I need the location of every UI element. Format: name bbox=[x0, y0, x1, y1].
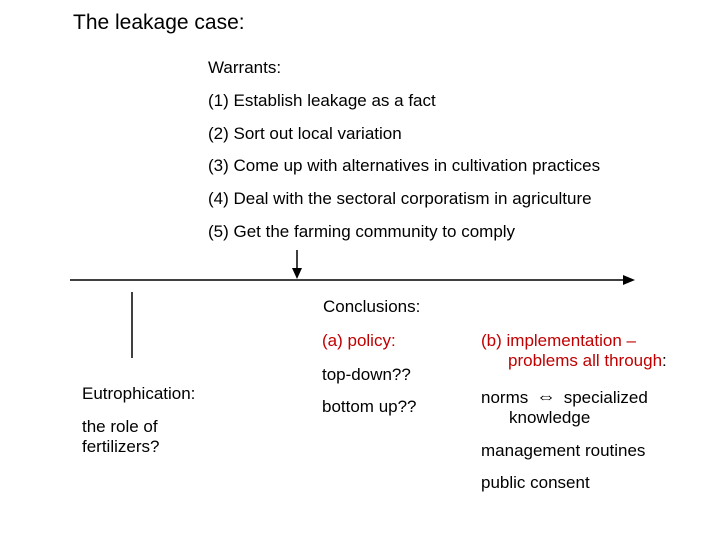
page-title: The leakage case: bbox=[73, 11, 245, 34]
conclusions-heading: Conclusions: bbox=[323, 297, 421, 316]
public-consent: public consent bbox=[481, 473, 590, 492]
management-routines: management routines bbox=[481, 441, 646, 460]
knowledge-text: knowledge bbox=[509, 408, 591, 427]
implementation-problems-text: problems all through bbox=[508, 351, 663, 370]
implementation-problems bbox=[508, 351, 667, 371]
fertilizers-question-line1: the role of bbox=[82, 417, 158, 436]
policy-option-bottom-up: bottom up?? bbox=[322, 397, 417, 416]
specialized-text: specialized bbox=[563, 388, 648, 407]
warrant-item-3: (3) Come up with alternatives in cultivation practices bbox=[208, 156, 601, 175]
warrant-item-1: (1) Establish leakage as a fact bbox=[208, 91, 436, 110]
policy-label: (a) policy: bbox=[322, 331, 396, 350]
norms-line bbox=[481, 386, 648, 409]
double-arrow-icon: ⇔ bbox=[535, 386, 556, 408]
fertilizers-question-line2: fertilizers? bbox=[82, 437, 160, 456]
warrant-item-5: (5) Get the farming community to comply bbox=[208, 222, 516, 241]
warrants-down-arrowhead bbox=[292, 268, 302, 279]
policy-option-top-down: top-down?? bbox=[322, 365, 411, 384]
implementation-colon: : bbox=[662, 351, 667, 370]
timeline-arrowhead bbox=[623, 275, 635, 285]
implementation-label: (b) implementation – bbox=[481, 331, 636, 350]
warrant-item-2: (2) Sort out local variation bbox=[208, 124, 402, 143]
eutrophication-heading: Eutrophication: bbox=[82, 384, 196, 403]
warrant-item-4: (4) Deal with the sectoral corporatism in agriculture bbox=[208, 189, 592, 208]
warrants-heading: Warrants: bbox=[208, 58, 282, 77]
norms-text: norms bbox=[481, 388, 529, 407]
